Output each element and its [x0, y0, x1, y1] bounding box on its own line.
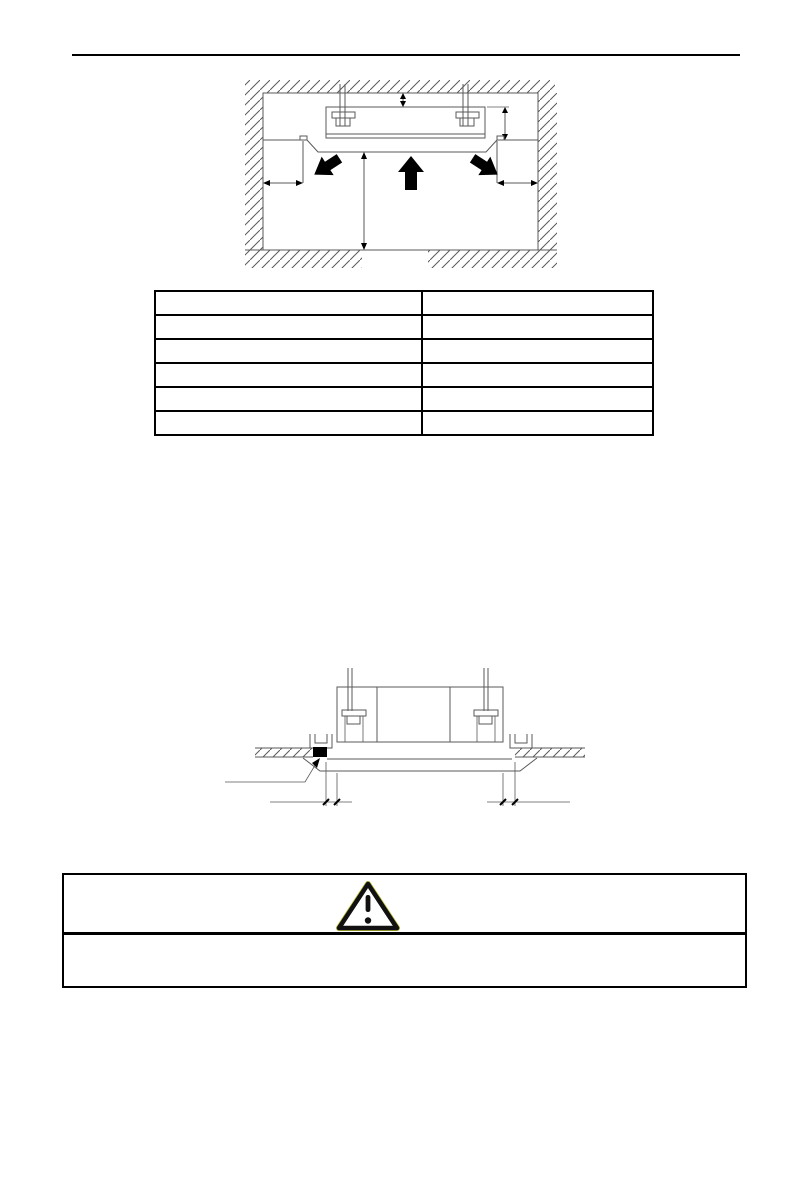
dim-arrow	[400, 101, 406, 107]
table-cell	[155, 315, 422, 339]
furring-channel-right	[510, 734, 532, 748]
dim-arrow	[502, 134, 508, 140]
table-cell	[155, 363, 422, 387]
installation-clearance-diagram	[243, 78, 559, 270]
table-cell	[422, 363, 653, 387]
dim-extension-lines	[326, 762, 515, 806]
bolt-nut-left	[336, 118, 350, 126]
table-row	[155, 315, 653, 339]
exclamation-bar	[366, 895, 371, 912]
decoration-panel	[307, 140, 497, 152]
table-cell	[422, 291, 653, 315]
hatch-left	[245, 93, 263, 268]
dim-arrow	[263, 180, 270, 186]
furring-channel-left	[310, 734, 332, 748]
table-row	[155, 387, 653, 411]
bolt-nut-right	[460, 118, 474, 126]
dim-arrow	[531, 180, 538, 186]
warning-box-header	[64, 875, 745, 935]
panel-lip-right	[497, 136, 504, 140]
table-cell	[422, 339, 653, 363]
unit-body	[337, 687, 503, 742]
table-cell	[422, 387, 653, 411]
nut-left	[347, 716, 360, 724]
nut-right	[479, 716, 492, 724]
panel-lip-left	[300, 136, 307, 140]
airflow-in-arrow	[398, 156, 424, 190]
leader-line	[225, 762, 317, 782]
spec-table	[154, 290, 654, 436]
table-cell	[422, 315, 653, 339]
hatch-bottom-left	[263, 250, 362, 268]
dim-arrow	[361, 152, 367, 159]
hanging-bolts	[348, 668, 488, 711]
washer-left	[342, 710, 366, 716]
hatch-bottom-right	[428, 250, 538, 268]
table-cell	[155, 411, 422, 435]
dim-arrow	[400, 93, 406, 99]
airflow-out-right-arrow	[467, 149, 504, 184]
dim-arrow	[296, 180, 303, 186]
panel-underside	[303, 758, 537, 771]
table-row	[155, 363, 653, 387]
dim-arrow	[502, 107, 508, 113]
table-cell	[155, 291, 422, 315]
ceiling-board-left	[255, 748, 313, 757]
table-row	[155, 411, 653, 435]
warning-box	[62, 873, 747, 988]
ceiling-board-right	[515, 748, 585, 757]
airflow-out-left-arrow	[308, 149, 345, 184]
exclamation-dot	[365, 917, 371, 923]
header-rule	[72, 54, 740, 56]
hatch-top	[245, 80, 555, 93]
unit-body-seams	[377, 687, 450, 742]
warning-triangle-icon	[336, 881, 400, 931]
hatch-right	[538, 93, 557, 268]
table-cell	[155, 339, 422, 363]
warning-box-body	[64, 935, 745, 985]
table-row	[155, 339, 653, 363]
opening-edge-marker	[313, 747, 327, 757]
bolt-bracket-left	[332, 112, 355, 118]
table-row	[155, 291, 653, 315]
dim-arrow	[361, 243, 367, 250]
ceiling-mount-side-view-diagram	[218, 655, 590, 810]
table-cell	[422, 411, 653, 435]
leader-arrowhead	[312, 758, 320, 768]
washer-right	[474, 710, 498, 716]
table-cell	[155, 387, 422, 411]
dim-arrow	[497, 180, 504, 186]
